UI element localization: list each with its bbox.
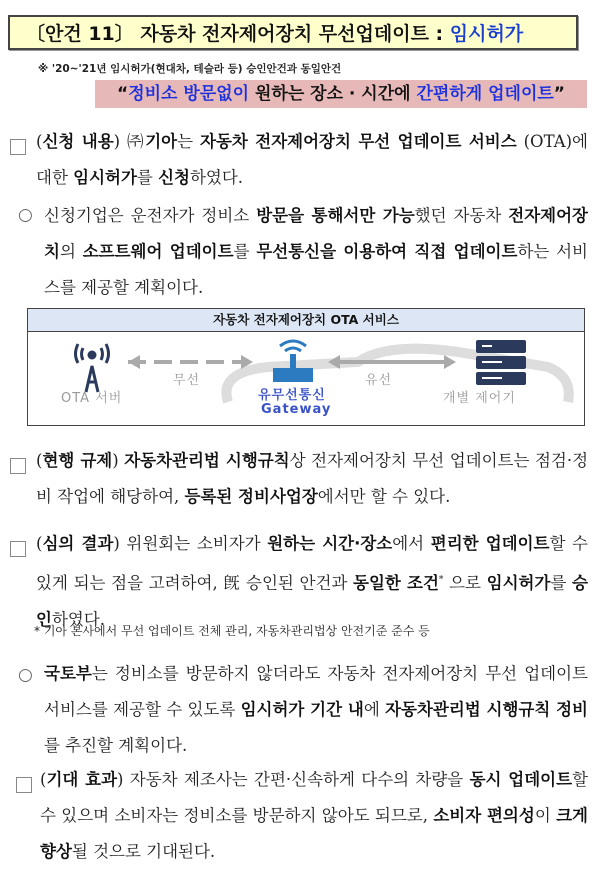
text: 하였다.	[51, 609, 106, 629]
quote-open: “	[117, 84, 129, 104]
text: ) 자동차 제조사는 간편·신속하게 다수의 차량을	[117, 770, 470, 789]
quote-part: 간편하게 업데이트	[416, 84, 554, 104]
text: 를 추진할 계획이다.	[44, 736, 188, 755]
bold-text: 임시허가 기간 내	[240, 700, 364, 719]
quote-banner	[95, 80, 587, 108]
paragraph-expected-effect	[40, 762, 588, 870]
text: 했던 자동차	[414, 206, 509, 225]
text: ) ㈜	[113, 132, 146, 151]
bold-text: 소프트웨어 업데이트	[82, 242, 234, 261]
bold-text: 동일한 조건	[353, 573, 439, 593]
text: 를	[550, 573, 573, 593]
text: (OTA)에 대한	[36, 132, 588, 187]
text: 에	[363, 700, 386, 719]
text: (	[40, 770, 47, 789]
text: 될 것으로 기대된다.	[71, 842, 216, 861]
bold-text: 소비자 편의성	[433, 806, 535, 825]
text: 하였다.	[189, 168, 244, 187]
bold-text: 임시허가	[486, 573, 551, 593]
bold-text: 신청 내용	[42, 132, 114, 151]
ota-diagram	[27, 308, 585, 426]
paragraph-current-regulation	[36, 443, 588, 515]
bold-text: 심의 결과	[42, 534, 114, 553]
paragraph-review-result	[36, 526, 588, 638]
gateway-label: 유무선통신	[258, 388, 326, 403]
quote-part: 정비소 방문없이	[128, 84, 250, 104]
gateway-sublabel: Gateway	[261, 402, 332, 417]
bold-text: 전자제어장치	[44, 206, 588, 261]
bold-text: 방문을 통해서만 가능	[256, 206, 415, 225]
note: ※ '20~'21년 임시허가(현대차, 테슬라 등) 승인안건과 동일안건	[38, 63, 342, 75]
bold-text: 등록된 정비사업장	[184, 487, 318, 506]
ota-server-label: OTA 서버	[61, 391, 123, 406]
text: 의	[59, 242, 83, 261]
title-text: 〔안건 11〕 자동차 전자제어장치 무선업데이트 :	[26, 23, 450, 45]
bold-text: 동시 업데이트	[469, 770, 573, 789]
bold-text: 현행 규제	[42, 451, 113, 470]
text: 이	[534, 806, 557, 825]
quote-part: 원하는 장소 · 시간에	[249, 84, 417, 104]
circle-bullet-icon: ○	[18, 665, 33, 685]
bold-text: 기아	[145, 132, 178, 151]
quote-close: ”	[553, 84, 565, 104]
bold-text: 크게 향상	[40, 806, 588, 861]
controller-stack-icon	[476, 340, 526, 385]
text: 에서만 할 수 있다.	[317, 487, 451, 506]
wireless-label: 무선	[173, 373, 201, 388]
text: 신청기업은 운전자가 정비소	[44, 206, 257, 225]
paragraph-application-detail	[44, 198, 588, 306]
text: 으로	[443, 573, 487, 593]
text: 상 전자제어장치 무선 업데이트는 점검·정비 작업에 해당하여,	[36, 451, 589, 506]
text: ) 위원회는 소비자가	[113, 534, 268, 553]
controller-label: 개별 제어기	[443, 391, 516, 406]
bold-text: 임시허가	[73, 168, 137, 187]
paragraph-ministry-plan	[44, 656, 588, 764]
title-highlight: 임시허가	[449, 23, 524, 45]
bold-text: 편리한 업데이트	[430, 534, 550, 553]
bold-text: 신청	[158, 168, 190, 187]
antenna-icon	[76, 344, 109, 392]
text: 는 정비소를 방문하지 않더라도 자동차 전자제어장치 무선 업데이트 서비스를 제공할 수 있도록	[44, 664, 588, 719]
diagram-title: 자동차 전자제어장치 OTA 서비스	[28, 309, 584, 332]
wired-label: 유선	[365, 373, 393, 388]
text: )	[112, 451, 125, 470]
bold-text: 원하는 시간·장소	[267, 534, 393, 553]
text: 를	[136, 168, 159, 187]
text: 할 수 있으며 소비자는 정비소를 방문하지 않아도 되므로,	[40, 770, 588, 825]
footnote: * 기아 본사에서 무선 업데이트 전체 관리, 자동차관리법상 안전기준 준수 등	[34, 624, 430, 638]
text: 에서	[392, 534, 431, 553]
bold-text: 자동차관리법 시행규칙	[124, 451, 290, 470]
bold-text: 기대 효과	[46, 770, 118, 789]
text: 를	[233, 242, 257, 261]
text: 하는 서비스를 제공할 계획이다.	[44, 242, 588, 297]
text: 는	[177, 132, 200, 151]
agenda-title	[8, 15, 578, 50]
bold-text: 승인	[36, 573, 588, 629]
paragraph-application	[36, 124, 588, 196]
bold-text: 자동차관리법 시행규칙 정비	[385, 700, 588, 719]
text: (	[36, 451, 43, 470]
bold-text: 자동차 전자제어장치 무선 업데이트 서비스	[200, 132, 517, 151]
text: (	[36, 132, 43, 151]
circle-bullet-icon: ○	[18, 205, 33, 225]
bold-text: 국토부	[44, 664, 92, 683]
bold-text: 무선통신을 이용하여 직접 업데이트	[256, 242, 518, 261]
text: *	[438, 575, 444, 585]
text: 할 수 있게 되는 점을 고려하여, 旣 승인된 안건과	[36, 534, 588, 593]
text: (	[36, 534, 43, 553]
